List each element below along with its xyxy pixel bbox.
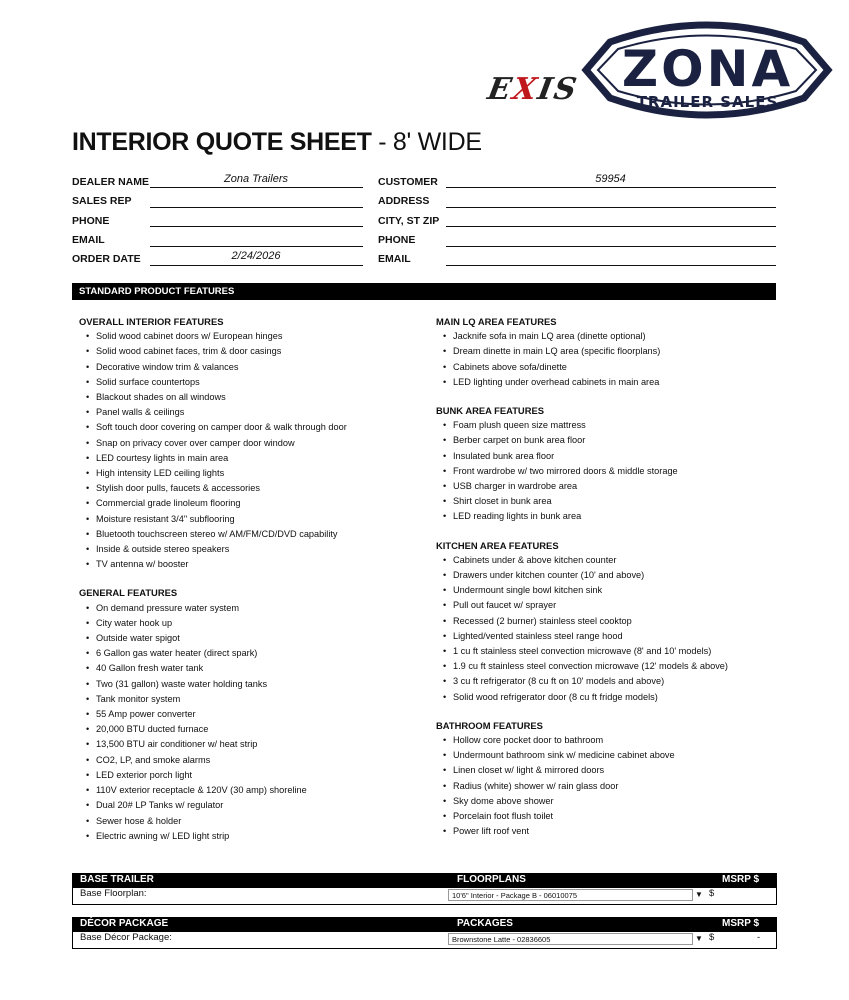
feature-group — [436, 718, 776, 840]
phone2-label: PHONE — [378, 234, 416, 246]
feature-group-heading: BUNK AREA FEATURES — [436, 405, 544, 417]
exis-letter: S — [551, 72, 581, 107]
page-title — [72, 128, 482, 157]
feature-item: • LED reading lights in bunk area — [436, 509, 776, 524]
sales-rep-field[interactable] — [150, 207, 363, 208]
feature-item: • LED exterior porch light — [79, 768, 419, 783]
phone2-field[interactable] — [446, 246, 776, 247]
base-trailer-header: BASE TRAILER — [80, 874, 154, 885]
customer-field[interactable]: 59954 — [595, 173, 626, 185]
feature-item: • LED lighting under overhead cabinets in main area — [436, 375, 776, 390]
feature-item: • Undermount bathroom sink w/ medicine cabinet above — [436, 748, 776, 763]
decor-package-header: DÉCOR PACKAGE — [80, 918, 169, 929]
order-date-label: ORDER DATE — [72, 253, 141, 265]
decor-package-select[interactable]: Brownstone Latte - 02836605 — [448, 933, 693, 945]
feature-item: • Decorative window trim & valances — [79, 360, 419, 375]
base-floorplan-label: Base Floorplan: — [80, 888, 147, 899]
email-field[interactable] — [150, 246, 363, 247]
email-label: EMAIL — [72, 234, 105, 246]
packages-header: PACKAGES — [457, 918, 513, 929]
feature-item: • Electric awning w/ LED light strip — [79, 829, 419, 844]
feature-item: • Outside water spigot — [79, 631, 419, 646]
feature-item: • Sewer hose & holder — [79, 814, 419, 829]
feature-item: • Drawers under kitchen counter (10' and above) — [436, 568, 776, 583]
feature-item: • 13,500 BTU air conditioner w/ heat strip — [79, 737, 419, 752]
feature-item: • Bluetooth touchscreen stereo w/ AM/FM/CD/DVD capability — [79, 527, 419, 542]
feature-item: • Sky dome above shower — [436, 794, 776, 809]
feature-item: • Berber carpet on bunk area floor — [436, 433, 776, 448]
feature-group-heading: MAIN LQ AREA FEATURES — [436, 316, 557, 327]
feature-item: • 6 Gallon gas water heater (direct spark) — [79, 646, 419, 661]
feature-item: • On demand pressure water system — [79, 601, 419, 616]
feature-item: • High intensity LED ceiling lights — [79, 466, 419, 481]
msrp-value: - — [757, 932, 761, 943]
left-features-column — [79, 314, 419, 857]
msrp-dollar: $ — [709, 888, 715, 899]
feature-item: • Moisture resistant 3/4" subflooring — [79, 512, 419, 527]
phone-label: PHONE — [72, 215, 110, 227]
feature-item: • Solid wood cabinet faces, trim & door casings — [79, 344, 419, 359]
feature-item: • Pull out faucet w/ sprayer — [436, 598, 776, 613]
feature-item: • Foam plush queen size mattress — [436, 418, 776, 433]
base-floorplan-row — [73, 888, 776, 902]
decor-package-table — [72, 917, 777, 949]
address-field[interactable] — [446, 207, 776, 208]
address-label: ADDRESS — [378, 195, 430, 207]
feature-item: • Porcelain foot flush toilet — [436, 809, 776, 824]
standard-features-bar: STANDARD PRODUCT FEATURES — [72, 283, 776, 300]
feature-item: • Two (31 gallon) waste water holding tanks — [79, 677, 419, 692]
base-trailer-header-row — [73, 874, 776, 888]
msrp-header: MSRP $ — [722, 874, 760, 885]
exis-logo — [485, 72, 581, 107]
page-title-bold: INTERIOR QUOTE SHEET — [72, 128, 372, 156]
order-date-field[interactable]: 2/24/2026 — [231, 250, 281, 262]
feature-item: • USB charger in wardrobe area — [436, 479, 776, 494]
feature-item: • Shirt closet in bunk area — [436, 494, 776, 509]
dropdown-arrow-icon[interactable]: ▼ — [695, 890, 703, 899]
msrp-header: MSRP $ — [722, 918, 760, 929]
floorplan-select[interactable]: 10'6" Interior - Package B - 06010075 — [448, 889, 693, 901]
feature-item: • Stylish door pulls, faucets & accessories — [79, 481, 419, 496]
feature-list — [79, 601, 419, 844]
feature-item: • Front wardrobe w/ two mirrored doors & middle storage — [436, 464, 776, 479]
feature-list — [436, 553, 776, 705]
feature-item: • 1.9 cu ft stainless steel convection microwave (12' models & above) — [436, 659, 776, 674]
feature-group — [436, 403, 776, 525]
page-title-rest: - 8' WIDE — [371, 128, 482, 156]
customer-label: CUSTOMER — [378, 176, 438, 188]
feature-item: • Undermount single bowl kitchen sink — [436, 583, 776, 598]
feature-list — [79, 329, 419, 572]
feature-item: • Panel walls & ceilings — [79, 405, 419, 420]
feature-item: • Cabinets under & above kitchen counter — [436, 553, 776, 568]
msrp-dollar: $ — [709, 932, 715, 943]
order-date-underline — [150, 265, 363, 266]
feature-item: • Soft touch door covering on camper door & walk through door — [79, 420, 419, 435]
dealer-name-field[interactable]: Zona Trailers — [224, 173, 288, 185]
feature-group-heading: KITCHEN AREA FEATURES — [436, 539, 559, 551]
email2-field[interactable] — [446, 265, 776, 266]
city-st-zip-field[interactable] — [446, 226, 776, 227]
feature-group — [436, 314, 776, 390]
exis-letter: I — [535, 72, 558, 107]
feature-item: • 1 cu ft stainless steel convection microwave (8' and 10' models) — [436, 644, 776, 659]
feature-item: • Insulated bunk area floor — [436, 449, 776, 464]
feature-list — [436, 329, 776, 390]
feature-item: • 40 Gallon fresh water tank — [79, 661, 419, 676]
feature-list — [436, 418, 776, 524]
exis-letter: X — [509, 72, 542, 107]
zona-logo-title: ZONA — [621, 40, 794, 98]
base-decor-row — [73, 932, 776, 946]
feature-item: • Solid surface countertops — [79, 375, 419, 390]
feature-item: • Tank monitor system — [79, 692, 419, 707]
feature-item: • 20,000 BTU ducted furnace — [79, 722, 419, 737]
feature-item: • Blackout shades on all windows — [79, 390, 419, 405]
email2-label: EMAIL — [378, 253, 411, 265]
feature-item: • Radius (white) shower w/ rain glass door — [436, 779, 776, 794]
feature-item: • Solid wood cabinet doors w/ European hinges — [79, 329, 419, 344]
feature-item: • Power lift roof vent — [436, 824, 776, 839]
phone-field[interactable] — [150, 226, 363, 227]
feature-group-heading: GENERAL FEATURES — [79, 587, 178, 599]
feature-item: • City water hook up — [79, 616, 419, 631]
feature-group — [79, 314, 419, 572]
zona-logo-subtitle: TRAILER SALES — [636, 93, 779, 111]
feature-item: • 55 Amp power converter — [79, 707, 419, 722]
sales-rep-label: SALES REP — [72, 195, 132, 207]
floorplans-header: FLOORPLANS — [457, 874, 526, 885]
feature-item: • Snap on privacy cover over camper door window — [79, 436, 419, 451]
feature-item: • Dual 20# LP Tanks w/ regulator — [79, 798, 419, 813]
feature-item: • 110V exterior receptacle & 120V (30 amp) shoreline — [79, 783, 419, 798]
feature-item: • TV antenna w/ booster — [79, 557, 419, 572]
feature-item: • LED courtesy lights in main area — [79, 451, 419, 466]
feature-item: • Jacknife sofa in main LQ area (dinette optional) — [436, 329, 776, 344]
feature-item: • Hollow core pocket door to bathroom — [436, 733, 776, 748]
exis-letter: E — [484, 72, 516, 107]
dealer-name-label: DEALER NAME — [72, 176, 150, 188]
right-features-column — [436, 314, 776, 853]
feature-item: • Solid wood refrigerator door (8 cu ft fridge models) — [436, 690, 776, 705]
feature-item: • Lighted/vented stainless steel range hood — [436, 629, 776, 644]
feature-item: • Recessed (2 burner) stainless steel cooktop — [436, 614, 776, 629]
feature-group — [79, 585, 419, 843]
base-decor-label: Base Décor Package: — [80, 932, 172, 943]
dropdown-arrow-icon[interactable]: ▼ — [695, 934, 703, 943]
dealer-name-underline — [150, 187, 363, 188]
feature-item: • Inside & outside stereo speakers — [79, 542, 419, 557]
city-st-zip-label: CITY, ST ZIP — [378, 215, 440, 227]
feature-list — [436, 733, 776, 839]
feature-item: • Commercial grade linoleum flooring — [79, 496, 419, 511]
feature-item: • Linen closet w/ light & mirrored doors — [436, 763, 776, 778]
feature-item: • CO2, LP, and smoke alarms — [79, 753, 419, 768]
base-trailer-table — [72, 873, 777, 905]
feature-item: • 3 cu ft refrigerator (8 cu ft on 10' models and above) — [436, 674, 776, 689]
customer-underline — [446, 187, 776, 188]
feature-group-heading: OVERALL INTERIOR FEATURES — [79, 316, 224, 327]
feature-item: • Cabinets above sofa/dinette — [436, 360, 776, 375]
decor-package-header-row — [73, 918, 776, 932]
feature-group-heading: BATHROOM FEATURES — [436, 719, 543, 731]
feature-item: • Dream dinette in main LQ area (specific floorplans) — [436, 344, 776, 359]
feature-group — [436, 538, 776, 705]
